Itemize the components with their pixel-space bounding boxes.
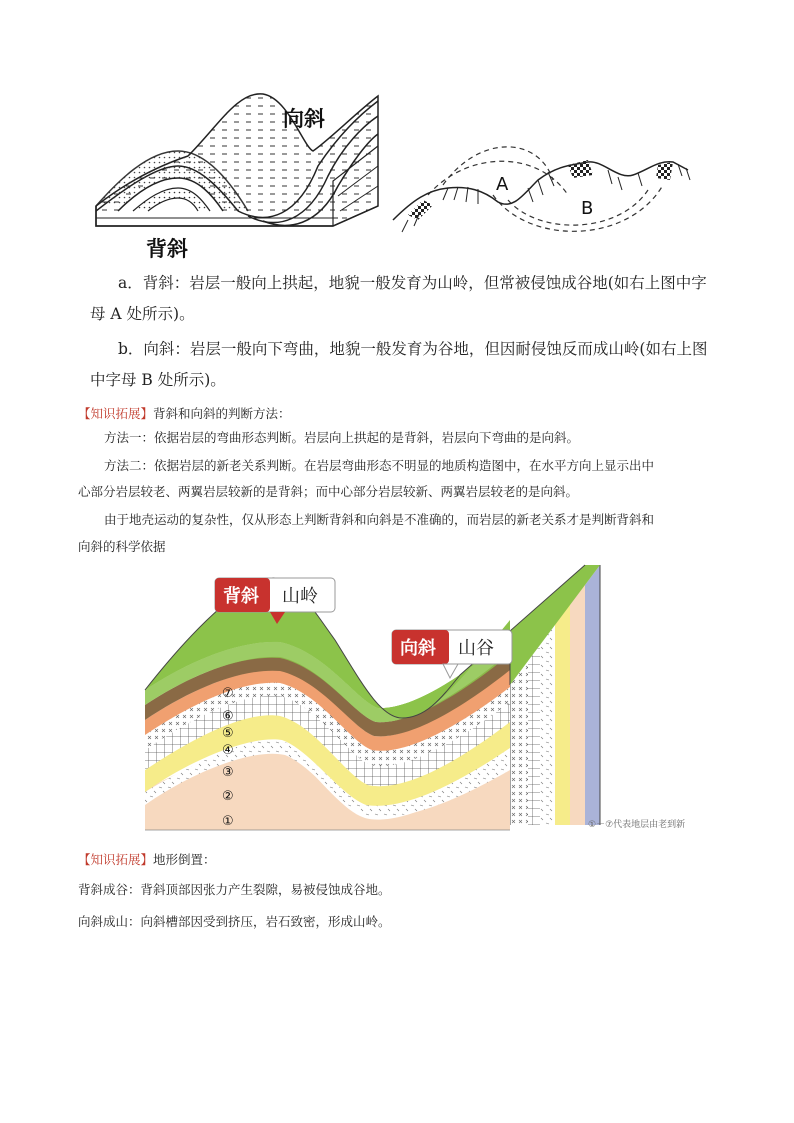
label-syncline: 向斜	[283, 107, 325, 131]
layer-7: ⑦	[222, 686, 234, 701]
label-a: A	[496, 174, 509, 195]
anticline-tag-label: 背斜	[223, 586, 259, 607]
note-line2: 向斜的科学依据	[78, 539, 166, 554]
knowledge-title: 背斜和向斜的判断方法：	[153, 406, 291, 421]
method-one: 方法一：依据岩层的弯曲形态判断。岩层向上拱起的是背斜，岩层向下弯曲的是向斜。	[104, 430, 580, 445]
layer-1: ①	[222, 814, 234, 829]
layer-4: ④	[222, 743, 234, 758]
knowledge-extension-2-heading	[78, 850, 216, 870]
terrain-profile-diagram	[388, 140, 708, 240]
knowledge-tag-2: 【知识拓展】	[78, 852, 154, 867]
knowledge-title-2: 地形倒置：	[153, 852, 216, 867]
paragraph-syncline-line1: b．向斜：岩层一般向下弯曲，地貌一般发育为谷地，但因耐侵蚀反而成山岭(如右上图	[118, 340, 708, 358]
knowledge-extension-1-heading	[78, 404, 291, 424]
syncline-tag-word: 山谷	[458, 638, 494, 659]
layer-6: ⑥	[222, 709, 234, 724]
paragraph-anticline	[118, 268, 738, 298]
paragraph-syncline-line2: 中字母 B 处所示)。	[90, 371, 226, 389]
fold-block-diagram	[88, 86, 388, 261]
paragraph-anticline-line2: 母 A 处所示)。	[90, 305, 195, 323]
anticline-tag-word: 山岭	[282, 586, 318, 607]
layer-2: ②	[222, 789, 234, 804]
note-line1: 由于地壳运动的复杂性，仅从形态上判断背斜和向斜是不准确的，而岩层的新老关系才是判断背斜和	[104, 512, 655, 527]
knowledge-tag: 【知识拓展】	[78, 406, 154, 421]
paragraph-anticline-cont	[90, 299, 730, 329]
paragraph-syncline-cont	[90, 365, 730, 395]
cross-section-caption: ①－⑦代表地层由老到新	[588, 820, 686, 830]
syncline-mountain-line: 向斜成山：向斜槽部因受到挤压，岩石致密，形成山岭。	[78, 914, 391, 929]
fold-cross-section	[140, 560, 710, 835]
paragraph-syncline	[118, 334, 738, 364]
anticline-valley-line: 背斜成谷：背斜顶部因张力产生裂隙，易被侵蚀成谷地。	[78, 882, 391, 897]
syncline-tag-label: 向斜	[400, 638, 436, 659]
method-two-line1: 方法二：依据岩层的新老关系判断。在岩层弯曲形态不明显的地质构造图中，在水平方向上显示出中	[104, 458, 655, 473]
label-b: B	[581, 198, 594, 219]
layer-3: ③	[222, 765, 234, 780]
paragraph-anticline-line1: a．背斜：岩层一般向上拱起，地貌一般发育为山岭，但常被侵蚀成谷地(如右上图中字	[118, 274, 707, 292]
layer-5: ⑤	[222, 726, 234, 741]
method-two-line2: 心部分岩层较老、两翼岩层较新的是背斜；而中心部分岩层较新、两翼岩层较老的是向斜。	[78, 484, 579, 499]
label-anticline: 背斜	[146, 237, 188, 261]
